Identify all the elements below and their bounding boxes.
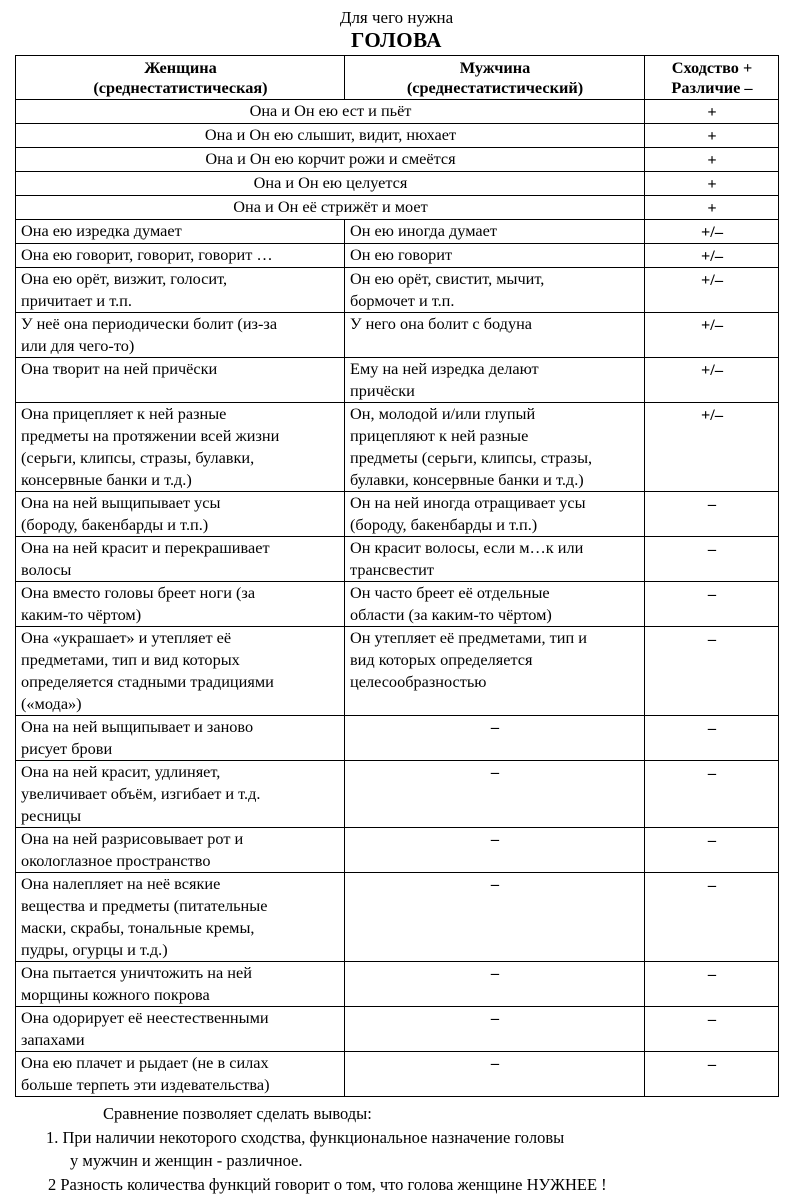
similarity-mark: – bbox=[645, 828, 779, 873]
man-cell bbox=[345, 761, 645, 828]
woman-cell bbox=[16, 627, 345, 716]
man-cell-line: Он утепляет её предметами, тип и bbox=[350, 628, 587, 647]
woman-cell-line: Она налепляет на неё всякие bbox=[21, 874, 221, 893]
merged-row bbox=[16, 172, 779, 196]
table-row bbox=[16, 268, 779, 313]
similarity-mark: + bbox=[645, 100, 779, 124]
man-cell-line: Ему на ней изредка делают bbox=[350, 359, 539, 378]
table-row bbox=[16, 716, 779, 761]
man-cell-line: Он ею орёт, свистит, мычит, bbox=[350, 269, 545, 288]
man-cell-line: – bbox=[490, 874, 500, 893]
table-row bbox=[16, 627, 779, 716]
woman-cell-line: окологлазное пространство bbox=[21, 851, 211, 870]
woman-cell bbox=[16, 537, 345, 582]
man-cell bbox=[345, 268, 645, 313]
man-cell bbox=[345, 244, 645, 268]
table-row bbox=[16, 1007, 779, 1052]
woman-cell bbox=[16, 244, 345, 268]
table-row bbox=[16, 582, 779, 627]
woman-cell-line: ресницы bbox=[21, 806, 82, 825]
shared-function-cell: Она и Он ею корчит рожи и смеётся bbox=[16, 148, 645, 172]
similarity-mark: +/– bbox=[645, 244, 779, 268]
table-row bbox=[16, 492, 779, 537]
man-cell bbox=[345, 313, 645, 358]
man-cell bbox=[345, 1007, 645, 1052]
similarity-mark: – bbox=[645, 716, 779, 761]
man-cell bbox=[345, 627, 645, 716]
similarity-mark: + bbox=[645, 172, 779, 196]
table-row bbox=[16, 244, 779, 268]
table-row bbox=[16, 828, 779, 873]
woman-cell-line: Она творит на ней причёски bbox=[21, 359, 218, 378]
woman-cell-line: предметами, тип и вид которых bbox=[21, 650, 240, 669]
woman-cell-line: Она ею говорит, говорит, говорит … bbox=[21, 245, 273, 264]
similarity-mark: – bbox=[645, 761, 779, 828]
similarity-mark: – bbox=[645, 1052, 779, 1097]
man-cell-line: Он ею говорит bbox=[350, 245, 453, 264]
page-subtitle: Для чего нужна bbox=[339, 8, 454, 27]
woman-cell-line: консервные банки и т.д.) bbox=[21, 470, 192, 489]
table-row bbox=[16, 358, 779, 403]
woman-cell-line: Она на ней выщипывает и заново bbox=[21, 717, 254, 736]
woman-cell bbox=[16, 962, 345, 1007]
woman-cell-line: Она на ней выщипывает усы bbox=[21, 493, 221, 512]
man-cell-line: Он часто бреет её отдельные bbox=[350, 583, 550, 602]
column-header-man-line: Мужчина bbox=[459, 58, 531, 77]
woman-cell bbox=[16, 873, 345, 962]
man-cell-line: причёски bbox=[350, 381, 415, 400]
woman-cell-line: Она вместо головы бреет ноги (за bbox=[21, 583, 256, 602]
shared-function-cell: Она и Он ею слышит, видит, нюхает bbox=[16, 124, 645, 148]
woman-cell bbox=[16, 828, 345, 873]
man-cell-line: – bbox=[490, 717, 500, 736]
column-header-man-line: (среднестатистический) bbox=[406, 78, 584, 97]
table-row bbox=[16, 313, 779, 358]
table-row bbox=[16, 873, 779, 962]
woman-cell-line: («мода») bbox=[21, 694, 82, 713]
similarity-mark: + bbox=[645, 124, 779, 148]
woman-cell-line: Она пытается уничтожить на ней bbox=[21, 963, 252, 982]
page-title: ГОЛОВА bbox=[351, 28, 442, 52]
table-row bbox=[16, 537, 779, 582]
similarity-mark: – bbox=[645, 1007, 779, 1052]
comparison-table bbox=[15, 55, 779, 1097]
man-cell bbox=[345, 873, 645, 962]
woman-cell-line: Она на ней разрисовывает рот и bbox=[21, 829, 244, 848]
similarity-mark: – bbox=[645, 627, 779, 716]
similarity-mark: – bbox=[645, 962, 779, 1007]
column-header-similarity bbox=[645, 56, 779, 100]
man-cell bbox=[345, 492, 645, 537]
similarity-mark: + bbox=[645, 148, 779, 172]
woman-cell-line: волосы bbox=[21, 560, 72, 579]
similarity-mark: – bbox=[645, 492, 779, 537]
conclusion-item-1-continued: у мужчин и женщин - различное. bbox=[70, 1151, 303, 1170]
man-cell-line: бормочет и т.п. bbox=[350, 291, 455, 310]
woman-cell-line: рисует брови bbox=[21, 739, 113, 758]
man-cell-line: вид которых определяется bbox=[350, 650, 533, 669]
man-cell bbox=[345, 828, 645, 873]
similarity-mark: – bbox=[645, 537, 779, 582]
similarity-mark: +/– bbox=[645, 403, 779, 492]
woman-cell-line: (серьги, клипсы, стразы, булавки, bbox=[21, 448, 255, 467]
similarity-mark: + bbox=[645, 196, 779, 220]
woman-cell bbox=[16, 1052, 345, 1097]
woman-cell-line: вещества и предметы (питательные bbox=[21, 896, 268, 915]
conclusion-item-1: 1. При наличии некоторого сходства, функциональное назначение головы bbox=[46, 1127, 565, 1147]
similarity-mark: +/– bbox=[645, 313, 779, 358]
man-cell bbox=[345, 716, 645, 761]
woman-cell bbox=[16, 716, 345, 761]
woman-cell-line: Она ею орёт, визжит, голосит, bbox=[21, 269, 228, 288]
man-cell-line: области (за каким-то чёртом) bbox=[350, 605, 552, 624]
conclusion-item-2: 2 Разность количества функций говорит о том, что голова женщине НУЖНЕЕ ! bbox=[48, 1174, 607, 1194]
man-cell-line: Он на ней иногда отращивает усы bbox=[350, 493, 586, 512]
column-header-similarity-line: Сходство + bbox=[671, 58, 753, 77]
woman-cell bbox=[16, 358, 345, 403]
man-cell-line: У него она болит с бодуна bbox=[350, 314, 533, 333]
woman-cell-line: причитает и т.п. bbox=[21, 291, 132, 310]
woman-cell-line: морщины кожного покрова bbox=[21, 985, 210, 1004]
shared-function-cell: Она и Он её стрижёт и моет bbox=[16, 196, 645, 220]
woman-cell-line: или для чего-то) bbox=[21, 336, 135, 355]
woman-cell-line: Она прицепляет к ней разные bbox=[21, 404, 227, 423]
man-cell bbox=[345, 1052, 645, 1097]
woman-cell-line: У неё она периодически болит (из-за bbox=[21, 314, 278, 333]
man-cell-line: Он, молодой и/или глупый bbox=[350, 404, 536, 423]
man-cell-line: трансвестит bbox=[350, 560, 435, 579]
woman-cell bbox=[16, 403, 345, 492]
man-cell bbox=[345, 582, 645, 627]
column-header-woman bbox=[16, 56, 345, 100]
table-row bbox=[16, 403, 779, 492]
shared-function-cell: Она и Он ею целуется bbox=[16, 172, 645, 196]
woman-cell-line: Она «украшает» и утепляет её bbox=[21, 628, 232, 647]
man-cell bbox=[345, 358, 645, 403]
man-cell bbox=[345, 403, 645, 492]
man-cell-line: – bbox=[490, 762, 500, 781]
table-header-row bbox=[16, 56, 779, 100]
man-cell-line: прицепляют к ней разные bbox=[350, 426, 529, 445]
woman-cell-line: маски, скрабы, тональные кремы, bbox=[21, 918, 255, 937]
man-cell-line: – bbox=[490, 1053, 500, 1072]
similarity-mark: – bbox=[645, 582, 779, 627]
conclusion-intro: Сравнение позволяет сделать выводы: bbox=[103, 1104, 372, 1123]
man-cell-line: (бороду, бакенбарды и т.п.) bbox=[350, 515, 538, 534]
man-cell bbox=[345, 537, 645, 582]
woman-cell bbox=[16, 1007, 345, 1052]
column-header-woman-line: Женщина bbox=[144, 58, 217, 77]
woman-cell-line: Она на ней красит, удлиняет, bbox=[21, 762, 221, 781]
woman-cell-line: увеличивает объём, изгибает и т.д. bbox=[21, 784, 261, 803]
similarity-mark: +/– bbox=[645, 268, 779, 313]
woman-cell-line: определяется стадными традициями bbox=[21, 672, 274, 691]
column-header-woman-line: (среднестатистическая) bbox=[93, 78, 268, 97]
column-header-similarity-line: Различие – bbox=[671, 78, 753, 97]
merged-row bbox=[16, 148, 779, 172]
woman-cell-line: Она на ней красит и перекрашивает bbox=[21, 538, 270, 557]
column-header-man bbox=[345, 56, 645, 100]
woman-cell bbox=[16, 220, 345, 244]
man-cell-line: – bbox=[490, 829, 500, 848]
man-cell-line: Он ею иногда думает bbox=[350, 221, 497, 240]
table-row bbox=[16, 1052, 779, 1097]
woman-cell bbox=[16, 492, 345, 537]
woman-cell bbox=[16, 582, 345, 627]
woman-cell bbox=[16, 761, 345, 828]
woman-cell-line: Она ею плачет и рыдает (не в силах bbox=[21, 1053, 269, 1072]
man-cell-line: Он красит волосы, если м…к или bbox=[350, 538, 584, 557]
man-cell-line: – bbox=[490, 963, 500, 982]
woman-cell-line: каким-то чёртом) bbox=[21, 605, 142, 624]
man-cell-line: – bbox=[490, 1008, 500, 1027]
table-body bbox=[16, 100, 779, 1097]
table-row bbox=[16, 220, 779, 244]
man-cell-line: целесообразностью bbox=[350, 672, 487, 691]
woman-cell bbox=[16, 313, 345, 358]
woman-cell bbox=[16, 268, 345, 313]
woman-cell-line: предметы на протяжении всей жизни bbox=[21, 426, 280, 445]
similarity-mark: – bbox=[645, 873, 779, 962]
woman-cell-line: (бороду, бакенбарды и т.п.) bbox=[21, 515, 209, 534]
man-cell-line: предметы (серьги, клипсы, стразы, bbox=[350, 448, 593, 467]
similarity-mark: +/– bbox=[645, 220, 779, 244]
table-row bbox=[16, 962, 779, 1007]
merged-row bbox=[16, 124, 779, 148]
man-cell bbox=[345, 220, 645, 244]
shared-function-cell: Она и Он ею ест и пьёт bbox=[16, 100, 645, 124]
conclusion-block bbox=[0, 1102, 793, 1196]
merged-row bbox=[16, 196, 779, 220]
woman-cell-line: пудры, огурцы и т.д.) bbox=[21, 940, 168, 959]
merged-row bbox=[16, 100, 779, 124]
man-cell bbox=[345, 962, 645, 1007]
woman-cell-line: Она ею изредка думает bbox=[21, 221, 182, 240]
man-cell-line: булавки, консервные банки и т.д.) bbox=[350, 470, 584, 489]
table-row bbox=[16, 761, 779, 828]
similarity-mark: +/– bbox=[645, 358, 779, 403]
woman-cell-line: Она одорирует её неестественными bbox=[21, 1008, 269, 1027]
woman-cell-line: больше терпеть эти издевательства) bbox=[21, 1075, 270, 1094]
woman-cell-line: запахами bbox=[21, 1030, 85, 1049]
